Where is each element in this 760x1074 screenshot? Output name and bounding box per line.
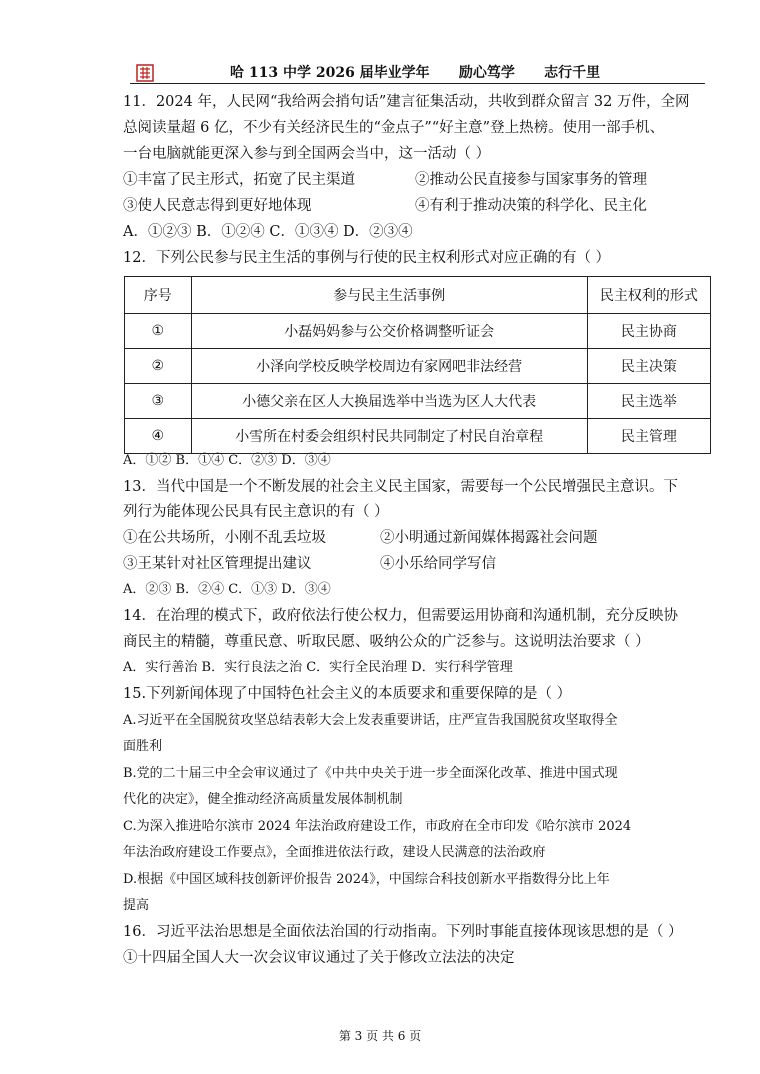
table-row xyxy=(125,419,711,454)
page-number: 第 3 页 共 6 页 xyxy=(338,1029,422,1043)
table-header-cell: 参与民主生活事例 xyxy=(191,277,587,314)
q11-answers: A．①②③ B．①②④ C．①③④ D．②③④ xyxy=(123,224,413,240)
q15-option-d-line-2: 提高 xyxy=(123,898,150,913)
q16-stem: 16．习近平法治思想是全面依法治国的行动指南。下列时事能直接体现该思想的是（ ） xyxy=(123,924,683,940)
table-header-cell: 序号 xyxy=(125,277,192,314)
q15-option-a-line-2: 面胜利 xyxy=(123,739,163,754)
table-cell: 小磊妈妈参与公交价格调整听证会 xyxy=(191,314,587,349)
table-cell: 民主决策 xyxy=(587,349,710,384)
q15-option-d-line-1: D.根据《中国区域科技创新评价报告 2024》，中国综合科技创新水平指数得分比上年 xyxy=(123,872,610,887)
table-cell: ③ xyxy=(125,384,192,419)
q11-option-1: ①丰富了民主形式，拓宽了民主渠道 xyxy=(123,172,355,188)
q15-option-b-line-2: 代化的决定》，健全推动经济高质量发展体制机制 xyxy=(123,792,403,807)
table-row xyxy=(125,384,711,419)
table-row xyxy=(125,314,711,349)
table-row xyxy=(125,349,711,384)
q15-option-b-line-1: B.党的二十届三中全会审议通过了《中共中央关于进一步全面深化改革、推进中国式现 xyxy=(123,766,618,781)
q12-stem: 12．下列公民参与民主生活的事例与行使的民主权利形式对应正确的有（ ） xyxy=(123,250,611,266)
page-header xyxy=(130,62,705,86)
q16-option-1: ①十四届全国人大一次会议审议通过了关于修改立法法的决定 xyxy=(123,950,515,966)
q15-option-a-line-1: A.习近平在全国脱贫攻坚总结表彰大会上发表重要讲话，庄严宣告我国脱贫攻坚取得全 xyxy=(123,713,618,728)
q14-line-1: 14．在治理的模式下，政府依法行使公权力，但需要运用协商和沟通机制，充分反映协 xyxy=(123,608,678,624)
q15-option-c-line-2: 年法治政府建设工作要点》，全面推进依法行政，建设人民满意的法治政府 xyxy=(123,845,546,860)
q11-line-1: 11．2024 年，人民网“我给两会捎句话”建言征集活动，共收到群众留言 32 万件，全网 xyxy=(123,94,690,110)
q11-option-3: ③使人民意志得到更好地体现 xyxy=(123,198,312,214)
table-cell: ① xyxy=(125,314,192,349)
q11-line-3: 一台电脑就能更深入参与到全国两会当中，这一活动（ ） xyxy=(123,146,491,162)
table-header-row xyxy=(125,277,711,314)
table-cell: 小德父亲在区人大换届选举中当选为区人大代表 xyxy=(191,384,587,419)
header-rule xyxy=(130,83,705,84)
q12-answers: A．①② B．①④ C．②③ D．③④ xyxy=(123,453,331,468)
q11-option-2: ②推动公民直接参与国家事务的管理 xyxy=(415,172,647,188)
table-cell: 民主协商 xyxy=(587,314,710,349)
q15-option-c-line-1: C.为深入推进哈尔滨市 2024 年法治政府建设工作，市政府在全市印发《哈尔滨市 2024 xyxy=(123,819,632,834)
table-cell: ④ xyxy=(125,419,192,454)
header-text: 哈 113 中学 2026 届毕业学年 励心笃学 志行千里 xyxy=(230,65,601,81)
q14-line-2: 商民主的精髓，尊重民意、听取民愿、吸纳公众的广泛参与。这说明法治要求（ ） xyxy=(123,634,650,650)
table-cell: 小雪所在村委会组织村民共同制定了村民自治章程 xyxy=(191,419,587,454)
q11-line-2: 总阅读量超 6 亿，不少有关经济民生的“金点子”“好主意”登上热榜。使用一部手机、 xyxy=(123,120,665,136)
q13-option-2: ②小明通过新闻媒体揭露社会问题 xyxy=(380,530,598,546)
table-cell: 民主选举 xyxy=(587,384,710,419)
q13-option-3: ③王某针对社区管理提出建议 xyxy=(123,556,312,572)
school-seal-icon xyxy=(136,64,154,82)
q13-line-1: 13．当代中国是一个不断发展的社会主义民主国家，需要每一个公民增强民主意识。下 xyxy=(123,479,678,495)
table-cell: 民主管理 xyxy=(587,419,710,454)
q14-answers: A．实行善治 B．实行良法之治 C．实行全民治理 D．实行科学管理 xyxy=(123,660,513,675)
q13-option-1: ①在公共场所，小刚不乱丢垃圾 xyxy=(123,530,326,546)
table-cell: ② xyxy=(125,349,192,384)
q11-option-4: ④有利于推动决策的科学化、民主化 xyxy=(415,198,647,214)
q13-answers: A．②③ B．②④ C．①③ D．③④ xyxy=(123,582,331,597)
q13-line-2: 列行为能体现公民具有民主意识的有（ ） xyxy=(123,504,389,520)
q13-option-4: ④小乐给同学写信 xyxy=(380,556,496,572)
table-cell: 小泽向学校反映学校周边有家网吧非法经营 xyxy=(191,349,587,384)
table-header-cell: 民主权利的形式 xyxy=(587,277,710,314)
q12-table xyxy=(124,276,711,454)
q15-stem: 15.下列新闻体现了中国特色社会主义的本质要求和重要保障的是（ ） xyxy=(123,686,572,702)
